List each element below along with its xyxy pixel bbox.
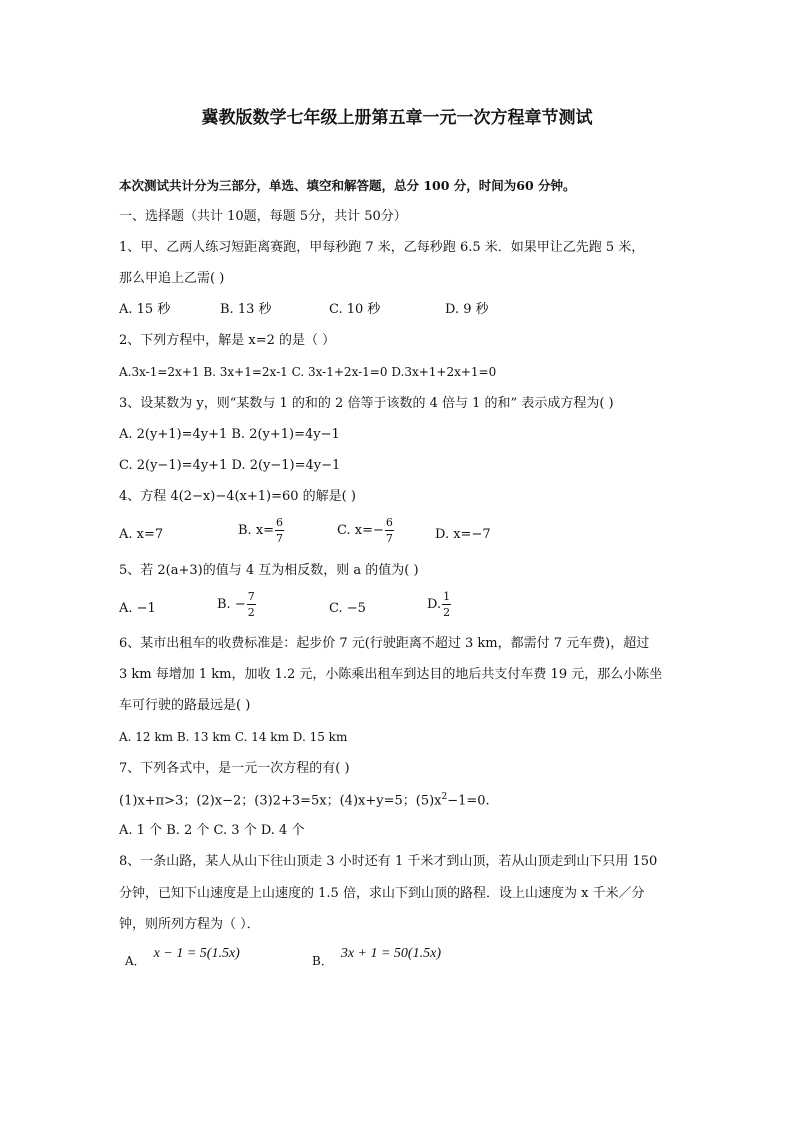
- question-5-option-a: A. −1: [119, 601, 156, 616]
- question-6-options: A. 12 km B. 13 km C. 14 km D. 15 km: [119, 730, 348, 744]
- question-1-option-d: D. 9 秒: [445, 302, 489, 317]
- question-4-option-d: D. x=−7: [435, 527, 491, 542]
- option-a-label: A．: [125, 954, 146, 968]
- question-5-option-b: [217, 591, 256, 618]
- option-b-equation: 3x + 1 = 50(1.5x): [340, 946, 441, 961]
- question-3-options-cd: C. 2(y−1)=4y+1 D. 2(y−1)=4y−1: [119, 458, 341, 473]
- fraction-numerator: 7: [247, 590, 255, 603]
- question-6-stem-line2: 3 km 每增加 1 km，加收 1.2 元，小陈乘出租车到达目的地后共支付车费 19 元，那么小陈坐: [119, 667, 663, 682]
- question-5-stem: 5、若 2(a+3)的值与 4 互为相反数，则 a 的值为( ): [119, 563, 419, 578]
- section-heading: 一、选择题（共计 10题，每题 5分，共计 50分）: [119, 209, 407, 224]
- question-5-option-d: [427, 591, 451, 618]
- option-b-prefix: B. x=: [238, 523, 275, 538]
- fraction-denominator: 2: [247, 606, 255, 619]
- question-1-option-c: C. 10 秒: [329, 302, 381, 317]
- question-2-stem: 2、下列方程中，解是 x=2 的是（ ）: [119, 333, 336, 348]
- option-a-equation: x − 1 = 5(1.5x): [153, 946, 240, 961]
- question-4-option-b: [238, 517, 284, 544]
- question-5-option-c: C. −5: [329, 601, 366, 616]
- question-1-stem-line1: 1、甲、乙两人练习短距离赛跑，甲每秒跑 7 米，乙每秒跑 6.5 米．如果甲让乙先跑 5 米，: [119, 240, 645, 255]
- question-2-options: A.3x-1=2x+1 B. 3x+1=2x-1 C. 3x-1+2x-1=0 D.3x+1+2x+1=0: [119, 365, 497, 379]
- question-4-stem: 4、方程 4(2−x)−4(x+1)=60 的解是( ): [119, 489, 356, 504]
- test-intro: 本次测试共计分为三部分，单选、填空和解答题，总分 100 分，时间为60 分钟。: [119, 178, 576, 193]
- question-3-options-ab: A. 2(y+1)=4y+1 B. 2(y+1)=4y−1: [119, 427, 340, 442]
- question-8-option-b: [312, 946, 441, 969]
- superscript-exponent: 2: [441, 792, 448, 802]
- question-1-stem-line2: 那么甲追上乙需( ): [119, 271, 225, 286]
- fraction-numerator: 1: [443, 590, 451, 603]
- question-8-stem-line3: 钟，则所列方程为（ ）．: [119, 917, 260, 932]
- option-d-prefix: D.: [427, 597, 442, 612]
- option-b-label: B．: [312, 954, 333, 968]
- question-6-stem-line1: 6、某市出租车的收费标准是：起步价 7 元(行驶距离不超过 3 km，都需付 7 元车费)，超过: [119, 636, 650, 651]
- fraction: [385, 517, 394, 544]
- question-8-option-a: [125, 946, 240, 969]
- option-c-prefix: C. x=−: [337, 523, 384, 538]
- question-8-stem-line2: 分钟，已知下山速度是上山速度的 1.5 倍，求山下到山顶的路程．设上山速度为 x 千米／分: [119, 886, 645, 901]
- fraction-denominator: 7: [385, 532, 393, 545]
- fraction: [442, 591, 451, 618]
- fraction: [247, 591, 256, 618]
- fraction-denominator: 2: [443, 606, 451, 619]
- fraction-numerator: 6: [385, 516, 393, 529]
- question-7-items: [119, 793, 490, 807]
- page-title: 冀教版数学七年级上册第五章一元一次方程章节测试: [201, 108, 593, 128]
- question-4-option-a: A. x=7: [119, 527, 164, 542]
- question-7-items-main: (1)x+π>3；(2)x−2；(3)2+3=5x；(4)x+y=5；(5)x: [119, 793, 442, 809]
- option-b-prefix: B. −: [217, 597, 246, 612]
- question-6-stem-line3: 车可行驶的路最远是( ): [119, 698, 251, 713]
- fraction: [275, 517, 284, 544]
- question-7-options: A. 1 个 B. 2 个 C. 3 个 D. 4 个: [119, 823, 305, 838]
- question-7-items-tail: −1=0.: [447, 793, 490, 809]
- question-7-stem: 7、下列各式中，是一元一次方程的有( ): [119, 761, 350, 776]
- fraction-denominator: 7: [276, 532, 284, 545]
- question-4-option-c: [337, 517, 394, 544]
- question-1-option-b: B. 13 秒: [220, 302, 272, 317]
- question-1-option-a: A. 15 秒: [119, 302, 171, 317]
- question-3-stem: 3、设某数为 y，则“某数与 1 的和的 2 倍等于该数的 4 倍与 1 的和” 表示成方程为( ): [119, 396, 614, 411]
- fraction-numerator: 6: [276, 516, 284, 529]
- question-8-stem-line1: 8、一条山路，某人从山下往山顶走 3 小时还有 1 千米才到山顶，若从山顶走到山下只用 150: [119, 854, 658, 869]
